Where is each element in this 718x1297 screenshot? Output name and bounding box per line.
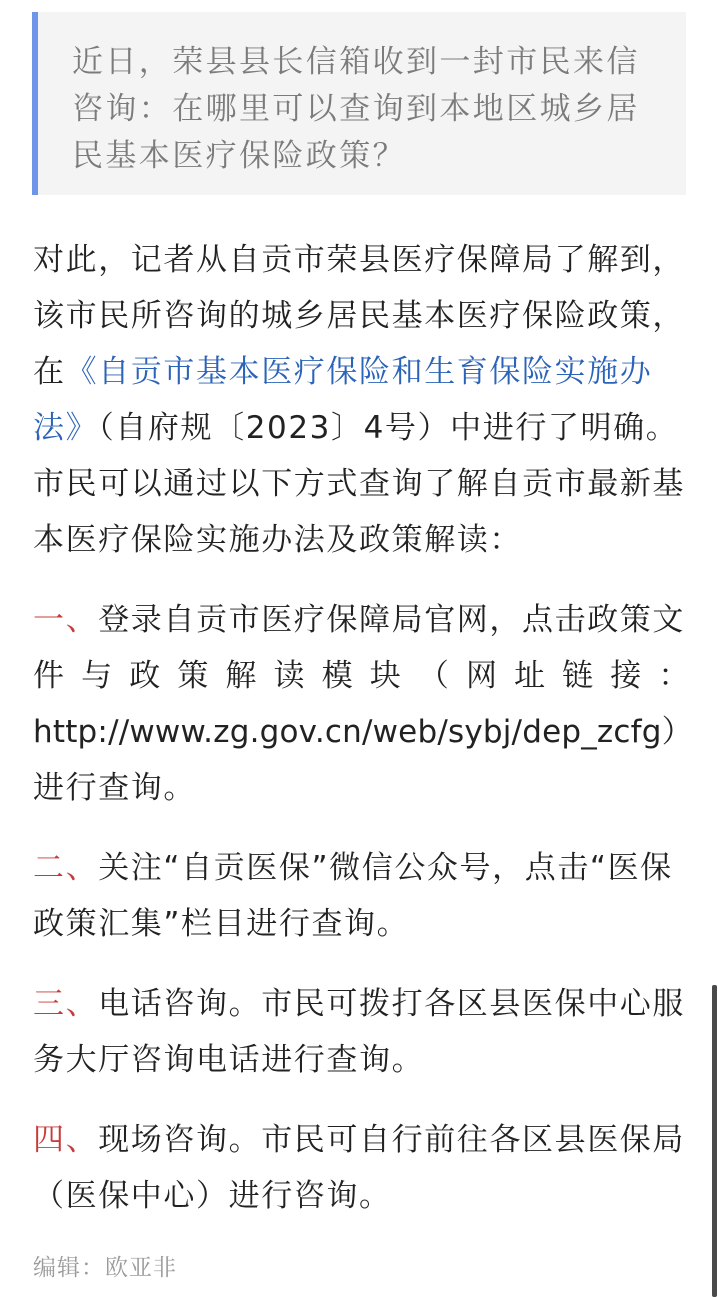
method-item-3 <box>33 976 691 1088</box>
method-text: 关注“自贡医保”微信公众号，点击“医保政策汇集”栏目进行查询。 <box>33 850 673 942</box>
method-text: 登录自贡市医疗保障局官网，点击政策文 <box>98 602 686 638</box>
quote-text: 近日，荣县县长信箱收到一封市民来信咨询：在哪里可以查询到本地区城乡居民基本医疗保险政策？ <box>72 44 640 174</box>
method-item-1 <box>33 592 691 816</box>
method-text-line: 进行查询。 <box>33 770 196 806</box>
scrollbar[interactable] <box>712 985 717 1297</box>
intro-paragraph <box>33 232 691 568</box>
article-body <box>33 232 691 1224</box>
policy-document-link[interactable]: 《自贡市基本医疗保险和生育保险实施办法》 <box>33 354 653 446</box>
method-text-line: 件与政策解读模块（网址链接： <box>33 658 691 694</box>
method-item-2 <box>33 840 691 952</box>
quote-block <box>32 12 686 195</box>
method-text: 电话咨询。市民可拨打各区县医保中心服务大厅咨询电话进行查询。 <box>33 986 686 1078</box>
method-number: 一、 <box>33 602 99 638</box>
method-item-4 <box>33 1112 691 1224</box>
intro-text-a: 对此，记者从自贡市荣县医疗保障局了解到，该市民所咨询的城乡居民基本医疗保险政策，在 <box>33 242 685 390</box>
method-text: 现场咨询。市民可自行前往各区县医保局（医保中心）进行咨询。 <box>33 1122 686 1214</box>
method-number: 四、 <box>33 1122 99 1158</box>
method-number: 三、 <box>33 986 99 1022</box>
website-url[interactable]: http://www.zg.gov.cn/web/sybj/dep_zcfg） <box>33 714 693 750</box>
intro-text-b: （自府规〔2023〕4号）中进行了明确。市民可以通过以下方式查询了解自贡市最新基本医疗保险实施办法及政策解读： <box>33 410 685 558</box>
method-number: 二、 <box>33 850 99 886</box>
editor-credit: 编辑：欧亚非 <box>33 1255 177 1281</box>
